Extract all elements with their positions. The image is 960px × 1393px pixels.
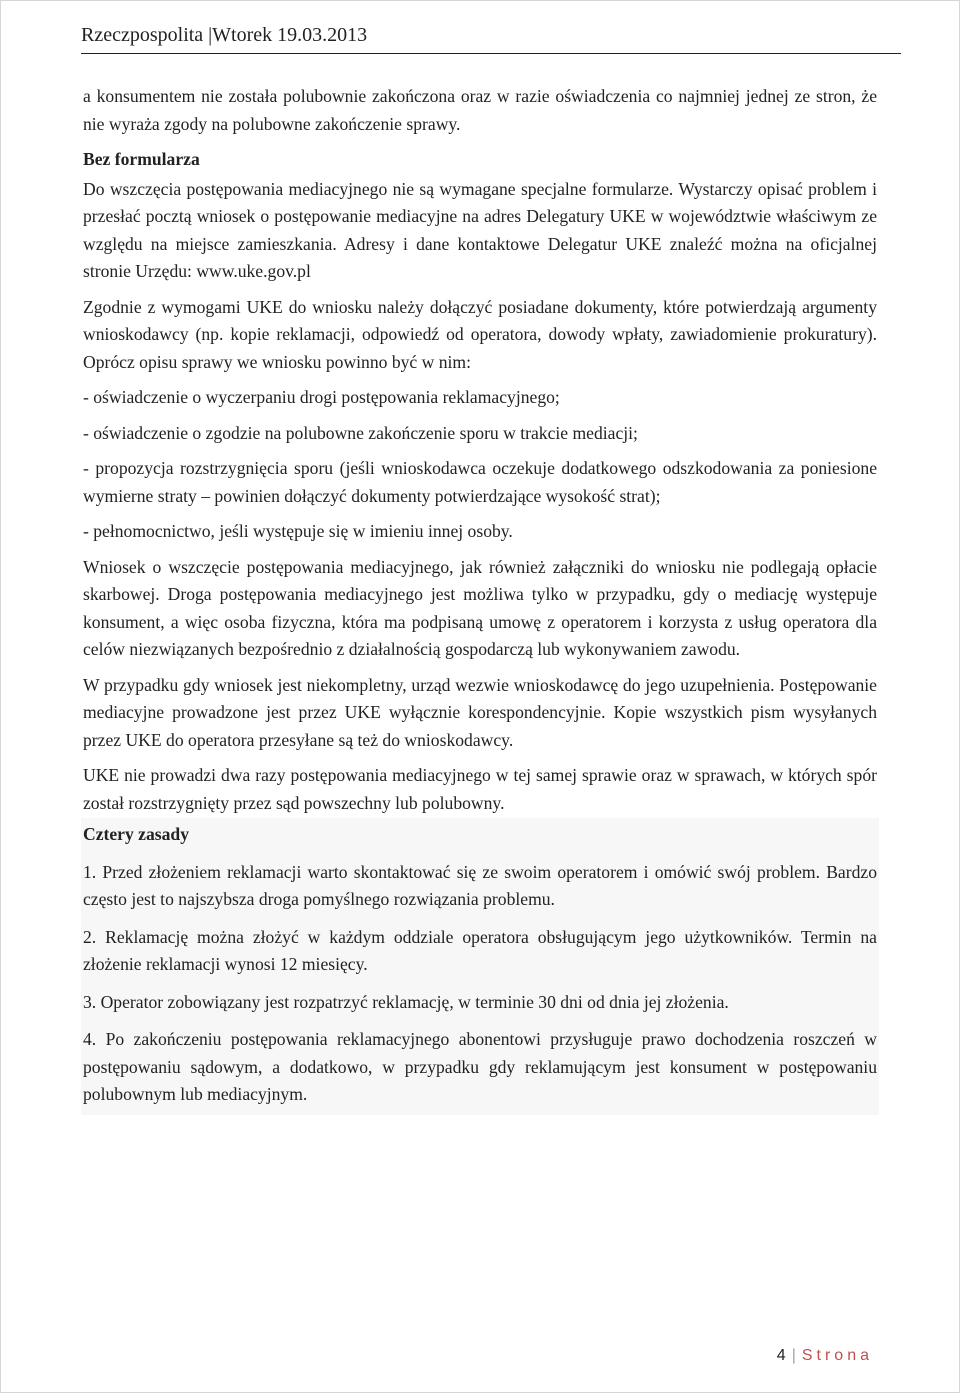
paragraph-4: Wniosek o wszczęcie postępowania mediacyjnego, jak również załączniki do wniosku nie podlegają opłacie skarbowej. Droga postępowania mediacyjnego jest możliwa tylko w przypadku, gdy o mediację występuje konsument, a więc osoba fizyczna, która ma podpisaną umowę z operatorem i korzysta z usług operatora dla celów niezwiązanych bezpośrednio z działalnością gospodarczą lub wykonywaniem zawodu. — [83, 556, 877, 659]
paragraph-5: W przypadku gdy wniosek jest niekompletny, urząd wezwie wnioskodawcę do jego uzupełnienia. Postępowanie mediacyjne prowadzone jest przez UKE wyłącznie korespondencyjnie. Kopie wszystkich pism wysyłanych przez UKE do operatora przesyłane są też do wnioskodawcy. — [83, 674, 877, 750]
rule-item: 3. Operator zobowiązany jest rozpatrzyć reklamację, w terminie 30 dni od dnia jej złożenia. — [83, 991, 729, 1012]
four-rules-box — [81, 818, 879, 1115]
list-item: - oświadczenie o zgodzie na polubowne zakończenie sporu w trakcie mediacji; — [83, 422, 638, 443]
rule-item: 2. Reklamację można złożyć w każdym oddziale operatora obsługującym jego użytkowników. Termin na złożenie reklamacji wynosi 12 miesięcy. — [83, 926, 877, 974]
page-label: Strona — [801, 1347, 873, 1364]
paragraph-3: Zgodnie z wymogami UKE do wniosku należy dołączyć posiadane dokumenty, które potwierdzają argumenty wnioskodawcy (np. kopie reklamacji, odpowiedź od operatora, dowody wpłaty, zawiadomienie prokuratury). Oprócz opisu sprawy we wniosku powinno być w nim: — [83, 296, 877, 372]
box-heading: Cztery zasady — [83, 824, 190, 844]
rule-item: 1. Przed złożeniem reklamacji warto skontaktować się ze swoim operatorem i omówić swój problem. Bardzo często jest to najszybsza droga pomyślnego rozwiązania problemu. — [83, 861, 877, 909]
section-heading-bez-formularza: Bez formularza — [83, 149, 200, 169]
article-body — [83, 83, 877, 1115]
list-item: - oświadczenie o wyczerpaniu drogi postępowania reklamacyjnego; — [83, 387, 560, 407]
page-footer — [777, 1347, 873, 1365]
paragraph-6: UKE nie prowadzi dwa razy postępowania mediacyjnego w tej samej sprawie oraz w sprawach, w których spór został rozstrzygnięty przez sąd powszechny lub polubowny. — [83, 765, 877, 813]
list-item: - propozycja rozstrzygnięcia sporu (jeśli wnioskodawca oczekuje dodatkowego odszkodowania za poniesione wymierne straty – powinien dołączyć dokumenty potwierdzające wysokość strat); — [83, 458, 877, 506]
list-item: - pełnomocnictwo, jeśli występuje się w imieniu innej osoby. — [83, 521, 513, 541]
rule-item: 4. Po zakończeniu postępowania reklamacyjnego abonentowi przysługuje prawo dochodzenia roszczeń w postępowaniu sądowym, a dodatkowo, w przypadku gdy reklamującym jest konsument w postępowaniu polubownym lub mediacyjnym. — [83, 1029, 877, 1104]
footer-separator: | — [791, 1347, 796, 1364]
paragraph-2: Do wszczęcia postępowania mediacyjnego nie są wymagane specjalne formularze. Wystarczy opisać problem i przesłać pocztą wniosek o postępowanie mediacyjne na adres Delegatury UKE w województwie właściwym ze względu na miejsce zamieszkania. Adresy i dane kontaktowe Delegatur UKE znaleźć można na oficjalnej stronie Urzędu: www.uke.gov.pl — [83, 178, 877, 281]
paragraph-1: a konsumentem nie została polubownie zakończona oraz w razie oświadczenia co najmniej jednej ze stron, że nie wyraża zgody na polubowne zakończenie sprawy. — [83, 86, 877, 134]
page-header: Rzeczpospolita |Wtorek 19.03.2013 — [81, 17, 901, 54]
page-number: 4 — [776, 1347, 786, 1364]
